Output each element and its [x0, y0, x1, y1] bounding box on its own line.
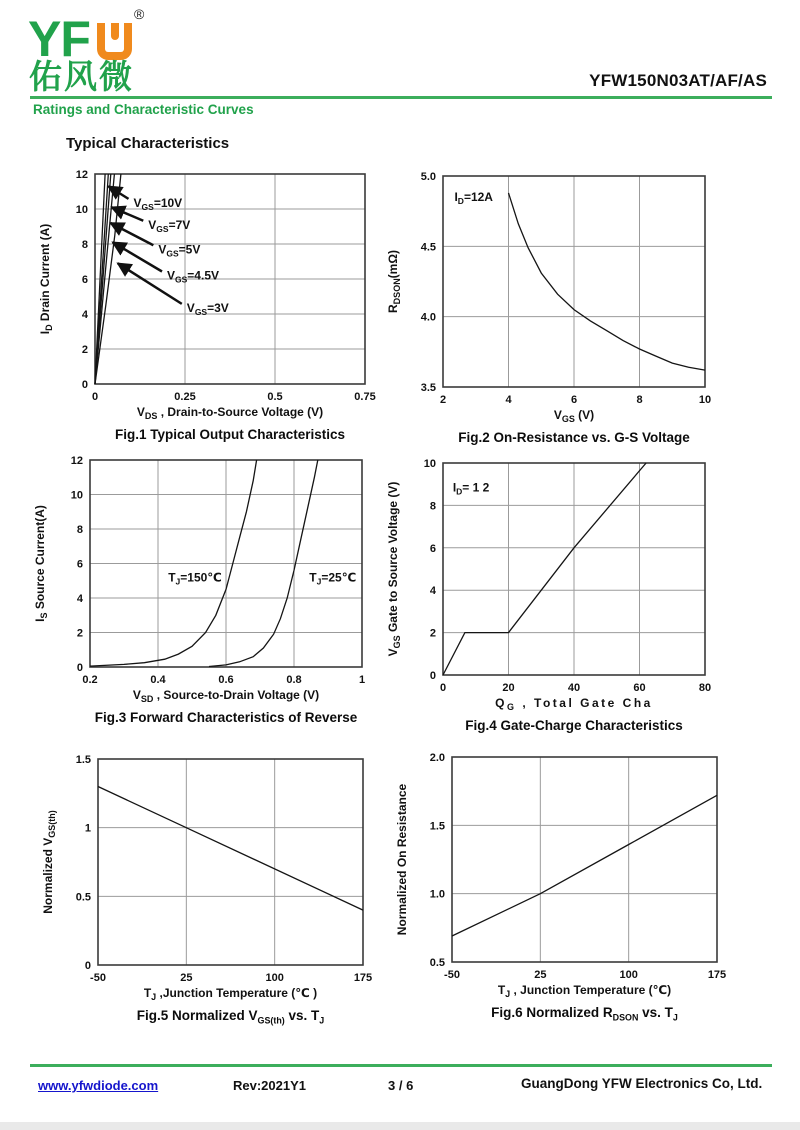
- header-divider: [30, 96, 772, 99]
- svg-text:2: 2: [439, 394, 447, 406]
- fig3-forward-characteristics-of-reverse: [28, 452, 380, 725]
- svg-text:20: 20: [502, 682, 515, 694]
- svg-text:6: 6: [76, 558, 83, 571]
- svg-text:TJ=25℃: $T_J=25℃$: [309, 570, 357, 587]
- svg-text:175: 175: [707, 969, 727, 981]
- website-link[interactable]: www.yfwdiode.com: [38, 1078, 159, 1093]
- svg-text:60: 60: [633, 682, 646, 694]
- section-title: Ratings and Characteristic Curves: [33, 102, 254, 117]
- svg-text:0.8: 0.8: [286, 674, 302, 686]
- page-number: 3 / 6: [388, 1078, 414, 1093]
- svg-text:6: 6: [81, 274, 88, 286]
- svg-text:4.5: 4.5: [420, 241, 436, 254]
- chart-svg: [390, 749, 735, 1008]
- svg-text:8: 8: [81, 239, 88, 251]
- svg-text:0.4: 0.4: [150, 674, 166, 686]
- svg-text:1: 1: [84, 822, 91, 835]
- svg-text:1.5: 1.5: [429, 820, 445, 833]
- svg-text:1.5: 1.5: [75, 754, 91, 766]
- chart-caption: Fig.5 Normalized $V_{GS(th)}$ vs. $T_J$: [136, 1008, 325, 1026]
- chart-svg: [33, 166, 383, 430]
- logo-chinese-name: 佑风微: [29, 58, 134, 95]
- svg-text:3.5: 3.5: [420, 382, 436, 394]
- svg-text:VGS (V): $V_{GS}$ (V): [553, 408, 595, 424]
- svg-text:4: 4: [505, 394, 512, 406]
- svg-text:QG , Total Gate Cha: $Q_G$ , Total Gate Cha: [495, 696, 653, 712]
- svg-text:0.25: 0.25: [174, 391, 196, 403]
- svg-text:-50: -50: [444, 969, 460, 981]
- chart-svg: [36, 751, 381, 1011]
- svg-text:TJ=150℃: $T_J=150℃$: [168, 570, 222, 587]
- svg-text:ID=12A: $I_D=12A$: [454, 190, 493, 207]
- svg-text:1: 1: [358, 674, 366, 686]
- svg-text:2.0: 2.0: [429, 752, 445, 764]
- fig1-typical-output-characteristics: [33, 166, 383, 442]
- svg-text:RDSON(mΩ): $R_{DSON}(m\Omega)$: [386, 250, 402, 313]
- svg-text:6: 6: [570, 394, 578, 406]
- svg-text:4: 4: [81, 309, 88, 321]
- svg-text:VGS=7V: $V_{GS}=7V$: [148, 217, 191, 234]
- svg-text:0.5: 0.5: [429, 957, 445, 969]
- logo-w-icon: [97, 23, 132, 60]
- svg-text:0: 0: [76, 662, 83, 674]
- svg-text:ID= 1 2: $I_D= 1$ 2: [452, 480, 490, 497]
- svg-text:4: 4: [429, 585, 436, 598]
- chart-caption: Fig.1 Typical Output Characteristics: [114, 427, 346, 442]
- svg-text:100: 100: [619, 969, 638, 981]
- scan-edge: [0, 1122, 800, 1130]
- svg-text:Normalized On Resistance: Normalized On Resistance: [395, 783, 409, 936]
- svg-text:0.5: 0.5: [75, 891, 91, 904]
- svg-text:0: 0: [81, 379, 88, 391]
- chart-caption: Fig.6 Normalized $R_{DSON}$ vs. $T_J$: [491, 1005, 678, 1023]
- svg-text:25: 25: [534, 969, 547, 981]
- footer-divider: [30, 1064, 772, 1067]
- chart-svg: [381, 168, 723, 433]
- svg-text:5.0: 5.0: [420, 171, 436, 183]
- svg-text:0: 0: [439, 682, 447, 694]
- svg-text:10: 10: [75, 204, 88, 216]
- svg-text:2: 2: [76, 627, 83, 640]
- svg-text:1.0: 1.0: [429, 888, 445, 901]
- yfw-logo: [28, 0, 198, 100]
- svg-text:0: 0: [84, 960, 91, 972]
- svg-text:80: 80: [698, 682, 712, 694]
- svg-text:TJ ,Junction Temperature (℃ ): $T_J$ ,Junction Temperature (℃ ): [143, 986, 318, 1002]
- company-name: GuangDong YFW Electronics Co, Ltd.: [521, 1076, 763, 1091]
- page-heading: Typical Characteristics: [66, 135, 230, 152]
- svg-text:IS Source Current(A): $I_S$ Source Current(A): [33, 505, 49, 622]
- svg-text:10: 10: [423, 458, 436, 470]
- svg-text:0.6: 0.6: [218, 674, 234, 686]
- svg-text:175: 175: [353, 972, 373, 984]
- svg-text:TJ , Junction Temperature (℃): $T_J$ , Junction Temperature (℃): [497, 983, 672, 999]
- svg-text:4: 4: [76, 593, 83, 605]
- svg-text:25: 25: [180, 972, 193, 984]
- revision-label: Rev:2021Y1: [233, 1078, 306, 1093]
- registered-trademark-icon: ®: [134, 6, 145, 22]
- svg-text:2: 2: [81, 344, 88, 356]
- svg-text:8: 8: [636, 394, 643, 406]
- svg-text:0.5: 0.5: [267, 391, 283, 403]
- svg-text:0: 0: [429, 670, 436, 682]
- fig6-normalized-rdson-vs-tj: [390, 749, 735, 1023]
- svg-text:8: 8: [76, 524, 83, 536]
- svg-text:VGS=4.5V: $V_{GS}=4.5V$: [167, 268, 219, 285]
- chart-svg: [381, 455, 723, 721]
- svg-text:0.2: 0.2: [82, 674, 98, 686]
- svg-text:40: 40: [567, 682, 581, 694]
- svg-text:12: 12: [70, 455, 83, 467]
- svg-text:Normalized VGS(th): Normalized $V_{GS(th)}$: [41, 810, 57, 914]
- svg-text:6: 6: [429, 542, 436, 555]
- svg-text:VGS=3V: $V_{GS}=3V$: [186, 300, 229, 317]
- svg-text:12: 12: [75, 169, 88, 181]
- svg-text:0.75: 0.75: [354, 391, 376, 403]
- svg-text:VGS Gate to Source Voltage (V): $V_{GS}$ Gate to Source Voltage (V): [386, 481, 402, 657]
- svg-text:-50: -50: [90, 972, 106, 984]
- svg-text:10: 10: [698, 394, 712, 406]
- chart-caption: Fig.4 Gate-Charge Characteristics: [465, 718, 683, 733]
- fig4-gate-charge-characteristics: [381, 455, 723, 733]
- svg-text:ID Drain Current (A): $I_D$ Drain Current (A): [38, 223, 54, 335]
- svg-text:VGS=10V: $V_{GS}=10V$: [133, 195, 183, 212]
- fig2-on-resistance-vs-gs-voltage: [381, 168, 723, 445]
- svg-text:100: 100: [265, 972, 284, 984]
- fig5-normalized-vgsth-vs-tj: [36, 751, 381, 1026]
- chart-caption: Fig.2 On-Resistance vs. G-S Voltage: [458, 430, 690, 445]
- svg-text:VSD , Source-to-Drain Voltage: $V_{SD}$ , Source-to-Drain Voltage (V): [132, 688, 320, 704]
- svg-text:2: 2: [429, 627, 436, 640]
- svg-text:VDS , Drain-to-Source Voltage: $V_{DS}$ , Drain-to-Source Voltage (V): [136, 405, 324, 421]
- svg-text:10: 10: [70, 489, 83, 502]
- chart-caption: Fig.3 Forward Characteristics of Reverse: [94, 710, 358, 725]
- svg-text:0: 0: [91, 391, 99, 403]
- part-number: YFW150N03AT/AF/AS: [589, 71, 767, 90]
- svg-text:4.0: 4.0: [420, 311, 436, 324]
- svg-text:VGS=5V: $V_{GS}=5V$: [158, 242, 201, 259]
- logo-text-yf: YF: [28, 11, 90, 67]
- chart-svg: [28, 452, 380, 713]
- svg-text:8: 8: [429, 500, 436, 513]
